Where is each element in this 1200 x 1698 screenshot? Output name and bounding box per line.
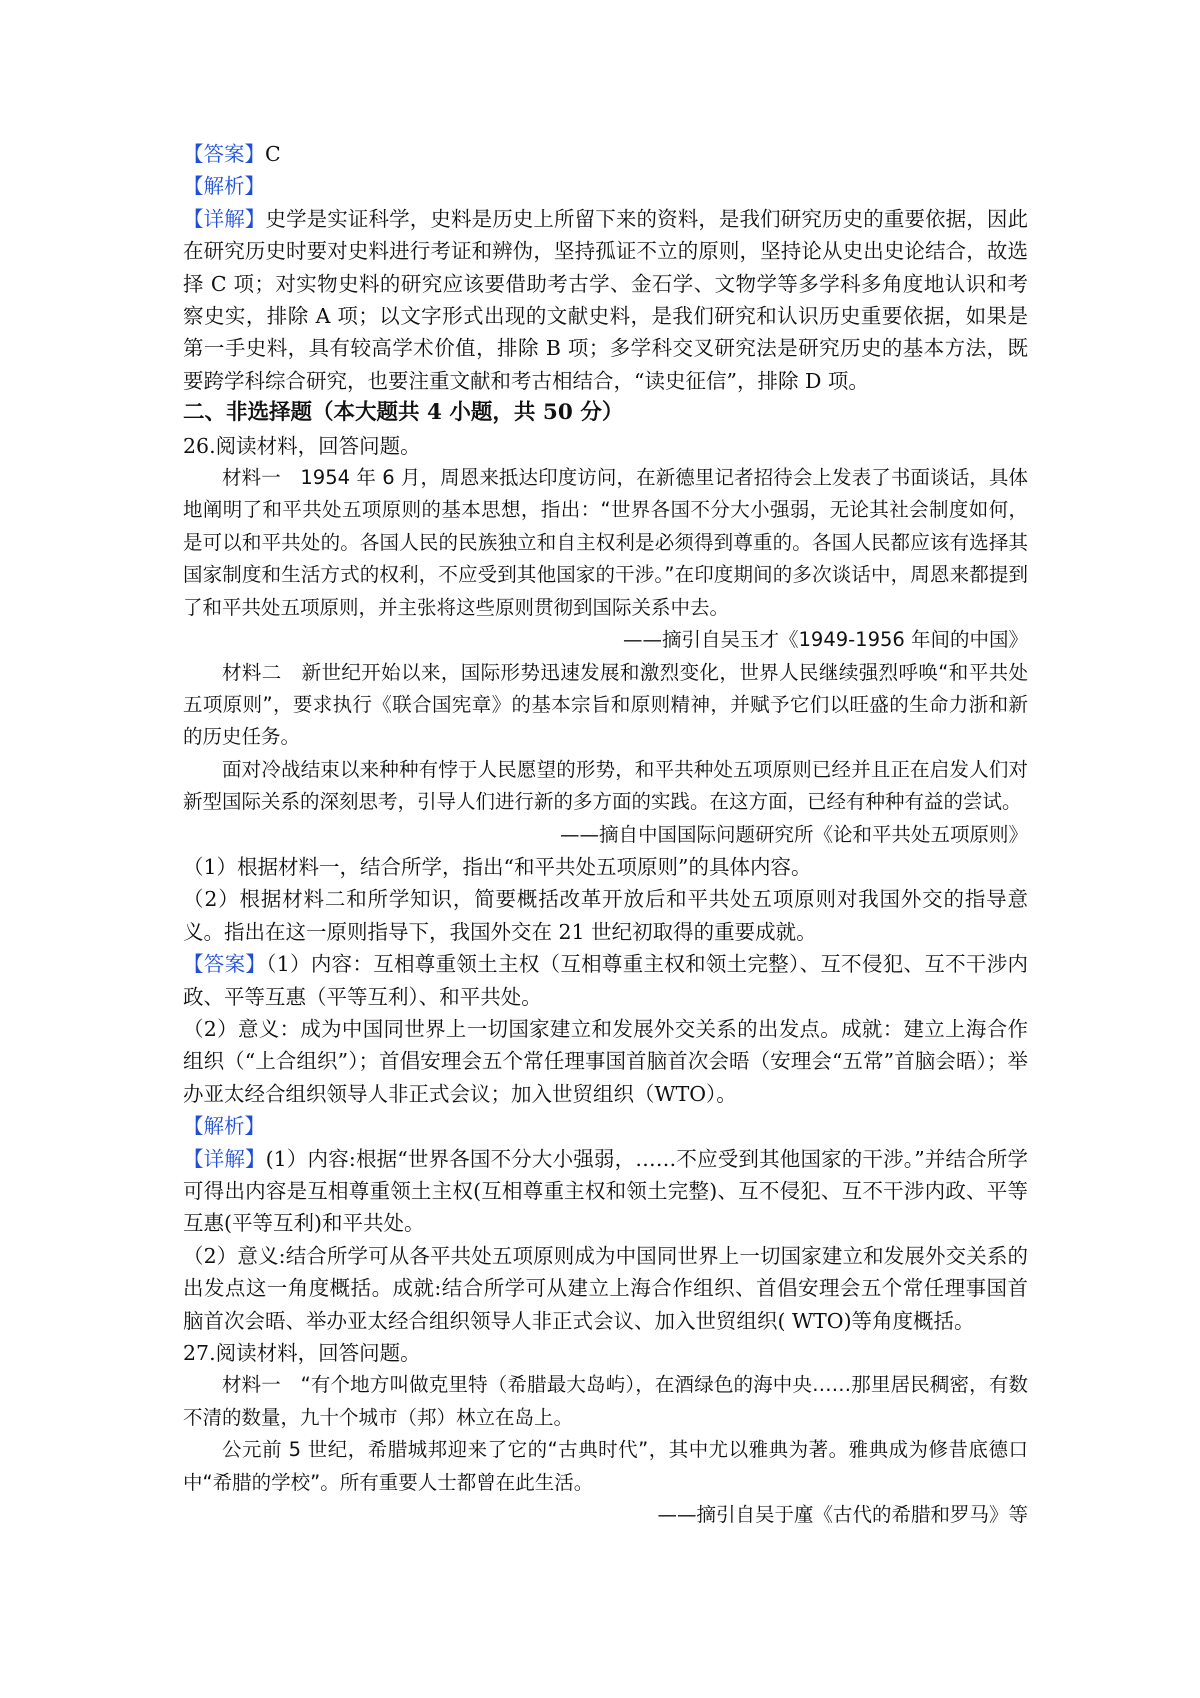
q26-material1: 材料一 1954 年 6 月，周恩来抵达印度访问，在新德里记者招待会上发表了书面谈话，具体地阐明了和平共处五项原则的基本思想，指出：“世界各国不分大小强弱，无论其社会制度如何，是可以和平共处的。各国人民的民族独立和自主权利是必须得到尊重的。各国人民都应该有选择其国家制度和生活方式的权利，不应受到其他国家的干涉。”在印度期间的多次谈话中，周恩来都提到了和平共处五项原则，并主张将这些原则贯彻到国际关系中去。	[183, 466, 1028, 619]
q27-material1-source: ——摘引自吴于廑《古代的希腊和罗马》等	[657, 1503, 1028, 1527]
detail-text: (1）内容:根据“世界各国不分大小强弱，……不应受到其他国家的干涉。”并结合所学可得出内容是互相尊重领土主权(互相尊重主权和领土完整)、互不侵犯、互不干涉内政、平等互惠(平等互利)和平共处。	[183, 1146, 1029, 1236]
q25-detail	[183, 203, 1028, 397]
q27-stem: 27.阅读材料，回答问题。	[183, 1341, 421, 1366]
q26-material1-source: ——摘引自吴玉才《1949-1956 年间的中国》	[623, 628, 1028, 652]
analysis-tag: 【解析】	[183, 1114, 265, 1139]
q26-answer1	[183, 948, 1028, 1013]
q26-detail1	[183, 1143, 1028, 1240]
q26-detail2: （2）意义:结合所学可从各平共处五项原则成为中国同世界上一切国家建立和发展外交关系的出发点这一角度概括。成就:结合所学可从建立上海合作组织、首倡安理会五个常任理事国首脑首次会晤、举办亚太经合组织领导人非正式会议、加入世贸组织( WTO)等角度概括。	[183, 1243, 1028, 1333]
section-title: 二、非选择题（本大题共 4 小题，共 50 分）	[183, 400, 624, 426]
document-page	[183, 138, 1028, 1531]
q27-material1-p1: 材料一 “有个地方叫做克里特（希腊最大岛屿），在酒绿色的海中央……那里居民稠密，有数不清的数量，九十个城市（邦）林立在岛上。	[183, 1373, 1028, 1429]
q26-material2-source: ——摘自中国国际问题研究所《论和平共处五项原则》	[559, 822, 1028, 846]
q26-material2-p1: 材料二 新世纪开始以来，国际形势迅速发展和激烈变化，世界人民继续强烈呼唤“和平共处五项原则”，要求执行《联合国宪章》的基本宗旨和原则精神，并赋予它们以旺盛的生命力浙和新的历史任务。	[183, 660, 1028, 749]
q25-answer-line	[183, 138, 1028, 170]
q26-stem: 26.阅读材料，回答问题。	[183, 433, 421, 458]
q26-question1: （1）根据材料一，结合所学，指出“和平共处五项原则”的具体内容。	[183, 854, 812, 879]
detail-tag: 【详解】	[183, 1146, 266, 1171]
answer-text: （1）内容：互相尊重领土主权（互相尊重主权和领土完整）、互不侵犯、互不干涉内政、平等互惠（平等互利）、和平共处。	[183, 952, 1028, 1009]
q26-answer2: （2）意义：成为中国同世界上一切国家建立和发展外交关系的出发点。成就：建立上海合作组织（“上合组织”）；首倡安理会五个常任理事国首脑首次会晤（安理会“五常”首脑会晤）；举办亚太经合组织领导人非正式会议；加入世贸组织（WTO）。	[183, 1016, 1028, 1106]
q26-question2: （2）根据材料二和所学知识，简要概括改革开放后和平共处五项原则对我国外交的指导意义。指出在这一原则指导下，我国外交在 21 世纪初取得的重要成就。	[183, 887, 1028, 944]
detail-tag: 【详解】	[183, 206, 266, 231]
answer-tag: 【答案】	[183, 952, 267, 977]
q27-material1-p2: 公元前 5 世纪，希腊城邦迎来了它的“古典时代”，其中尤以雅典为著。雅典成为修昔底德口中“希腊的学校”。所有重要人士都曾在此生活。	[183, 1438, 1028, 1494]
answer-value: C	[265, 142, 281, 166]
detail-text: 史学是实证科学，史料是历史上所留下来的资料，是我们研究历史的重要依据，因此在研究历史时要对史料进行考证和辨伪，坚持孤证不立的原则，坚持论从史出史论结合，故选择 C 项；对实物史料的研究应该要借助考古学、金石学、文物学等多学科多角度地认识和考察史实，排除 A 项；以文字形式出现的文献史料，是我们研究和认识历史重要依据，如果是第一手史料，具有较高学术价值，排除 B 项；多学科交叉研究法是研究历史的基本方法，既要跨学科综合研究，也要注重文献和考古相结合，“读史征信”，排除 D 项。	[183, 206, 1029, 393]
q26-material2-p2: 面对冷战结束以来种种有悖于人民愿望的形势，和平共种处五项原则已经并且正在启发人们对新型国际关系的深刻思考，引导人们进行新的多方面的实践。在这方面，已经有种种有益的尝试。	[183, 757, 1028, 814]
analysis-tag: 【解析】	[183, 174, 265, 199]
answer-tag: 【答案】	[183, 142, 265, 166]
